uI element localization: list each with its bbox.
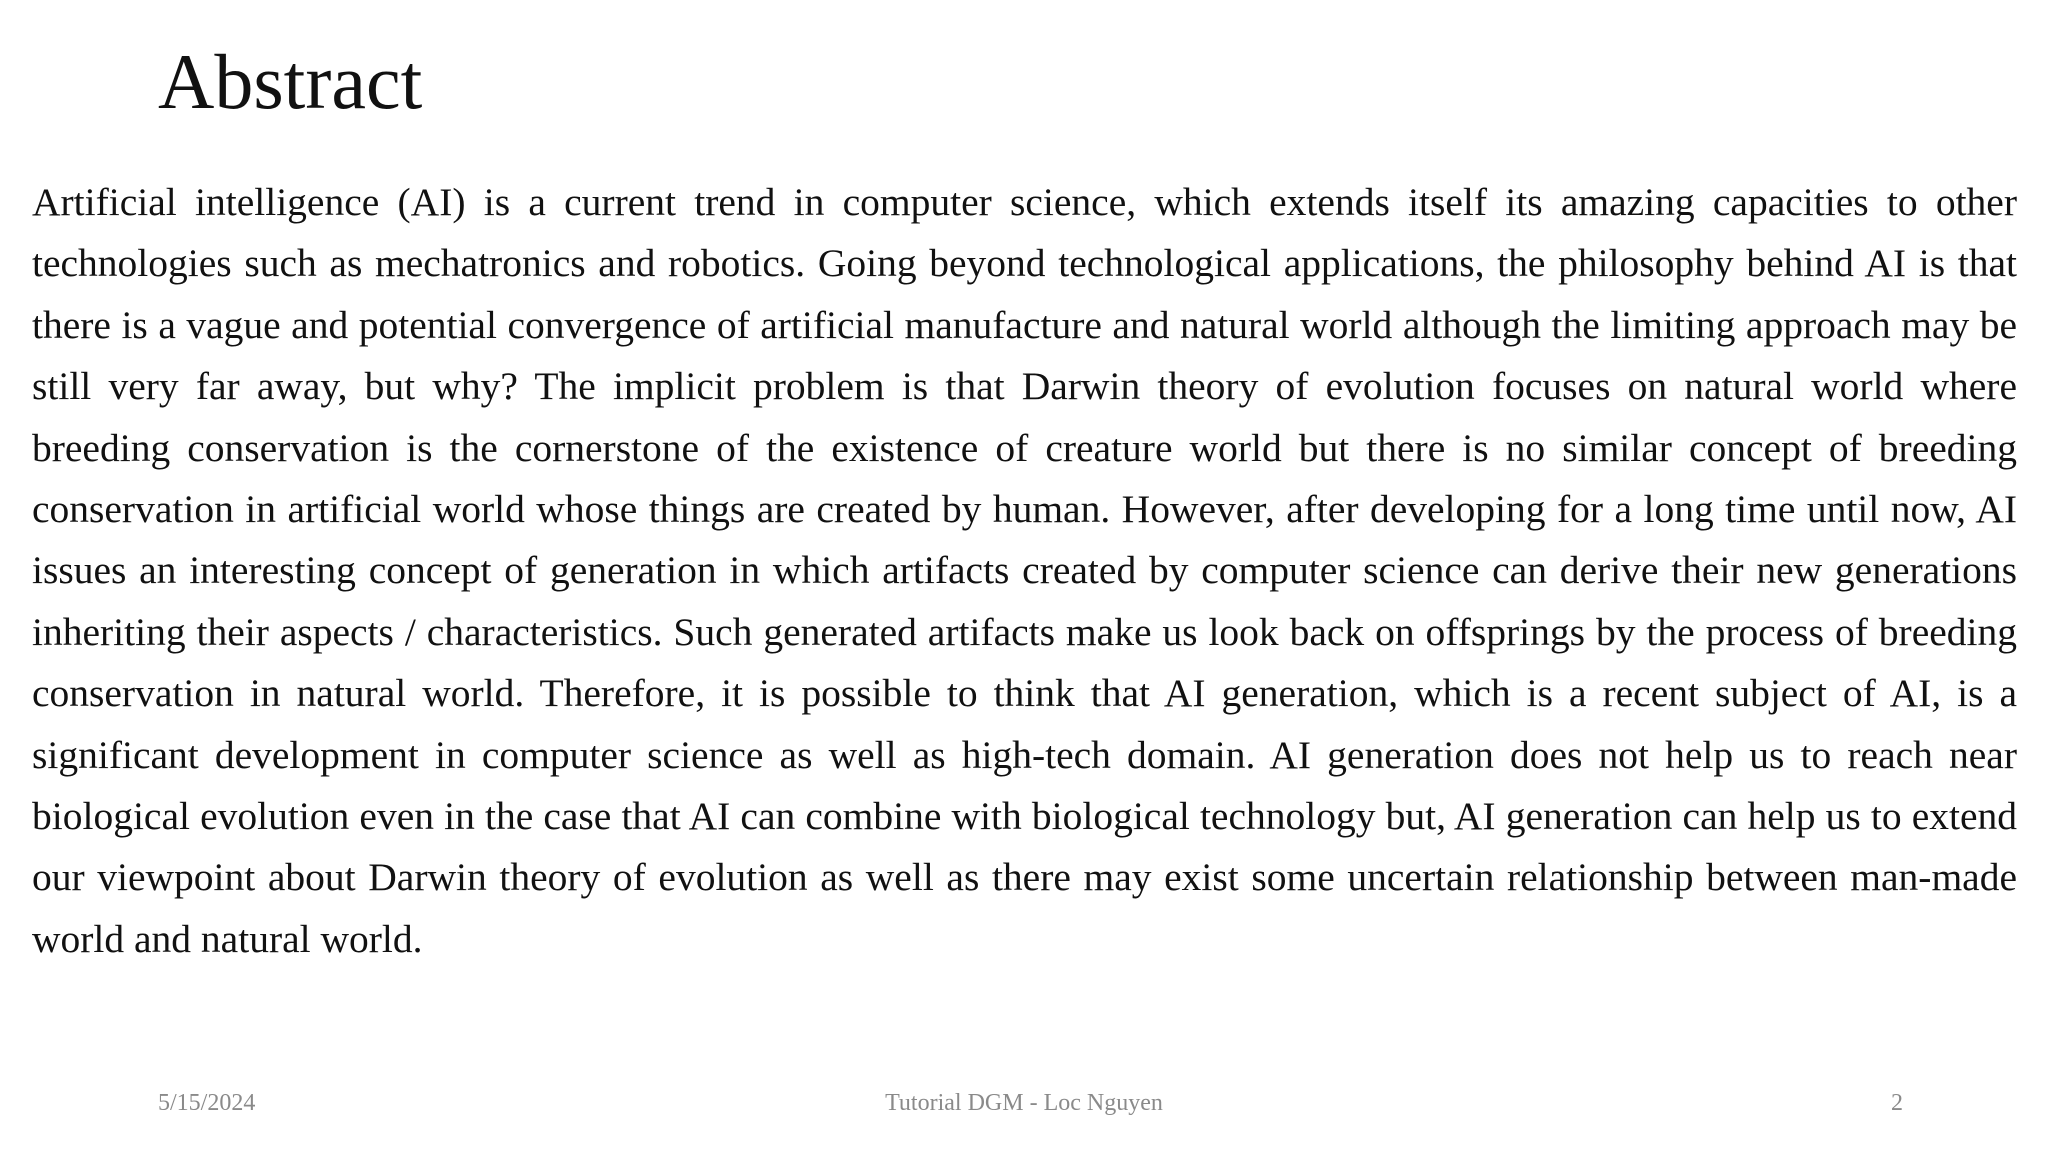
slide-title: Abstract [158,38,423,125]
footer-title: Tutorial DGM - Loc Nguyen [885,1090,1163,1116]
page-number: 2 [1891,1090,1903,1116]
abstract-paragraph: Artificial intelligence (AI) is a current trend in computer science, which extends itself its amazing capacities to other technologies such as mechatronics and robotics. Going beyond technological applications, the philosophy behind AI is that there is a vague and potential convergence of artificial manufacture and natural world although the limiting approach may be still very far away, but why? The implicit problem is that Darwin theory of evolution focuses on natural world where breeding conservation is the cornerstone of the existence of creature world but there is no similar concept of breeding conservation in artificial world whose things are created by human. However, after developing for a long time until now, AI issues an interesting concept of generation in which artifacts created by computer science can derive their new generations inheriting their aspects / characteristics. Such generated artifacts make us look back on offsprings by the process of breeding conservation in natural world. Therefore, it is possible to think that AI generation, which is a recent subject of AI, is a significant development in computer science as well as high-tech domain. AI generation does not help us to reach near biological evolution even in the case that AI can combine with biological technology but, AI generation can help us to extend our viewpoint about Darwin theory of evolution as well as there may exist some uncertain relationship between man-made world and natural world. [32,180,2017,961]
footer-date: 5/15/2024 [158,1090,256,1116]
